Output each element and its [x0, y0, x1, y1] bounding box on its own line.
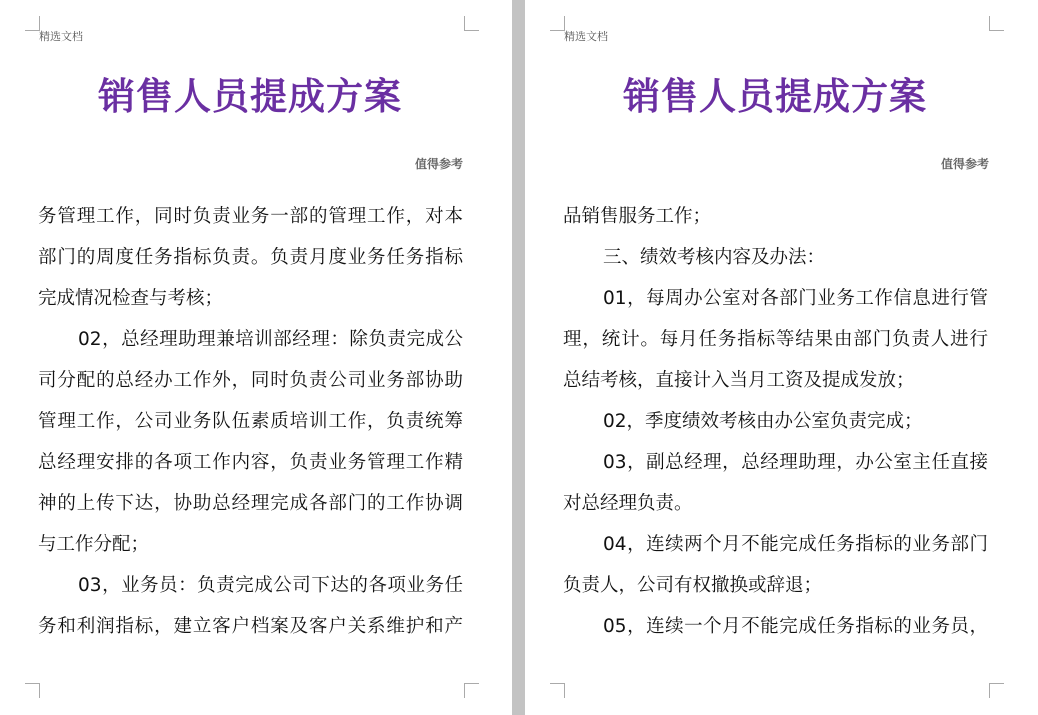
body-text-line: 总结考核，直接计入当月工资及提成发放； — [563, 370, 915, 391]
body-text-line: 03，业务员：负责完成公司下达的各项业务任 — [78, 575, 463, 596]
body-text-line: 务和利润指标，建立客户档案及客户关系维护和产 — [38, 616, 463, 637]
body-text-line: 三、绩效考核内容及办法： — [603, 247, 826, 268]
body-text-line: 完成情况检查与考核； — [38, 288, 224, 309]
document-title: 销售人员提成方案 — [98, 75, 402, 118]
body-text-line: 02，总经理助理兼培训部经理：除负责完成公 — [78, 329, 463, 350]
body-text-line: 部门的周度任务指标负责。负责月度业务任务指标 — [38, 247, 463, 268]
document-page-left — [0, 0, 512, 715]
body-text-line: 神的上传下达，协助总经理完成各部门的工作协调 — [38, 493, 463, 514]
margin-corner-mark — [989, 16, 1004, 31]
body-text-line: 司分配的总经办工作外，同时负责公司业务部协助 — [38, 370, 463, 391]
body-text-line: 02，季度绩效考核由办公室负责完成； — [603, 411, 923, 432]
reference-label: 值得参考 — [414, 157, 463, 171]
body-text-line: 03，副总经理，总经理助理，办公室主任直接 — [603, 452, 988, 473]
body-text-line: 管理工作，公司业务队伍素质培训工作，负责统筹 — [38, 411, 463, 432]
page-separator — [512, 0, 525, 715]
margin-corner-mark — [464, 16, 479, 31]
margin-corner-mark — [550, 16, 565, 31]
body-text-line: 01，每周办公室对各部门业务工作信息进行管 — [603, 288, 988, 309]
document-title: 销售人员提成方案 — [623, 75, 927, 118]
margin-corner-mark — [25, 683, 40, 698]
body-text-line: 务管理工作，同时负责业务一部的管理工作，对本 — [38, 206, 463, 227]
reference-label: 值得参考 — [940, 157, 989, 171]
body-text-line: 与工作分配； — [38, 534, 150, 555]
margin-corner-mark — [550, 683, 565, 698]
body-text-line: 04，连续两个月不能完成任务指标的业务部门 — [603, 534, 988, 555]
body-text-line: 负责人，公司有权撤换或辞退； — [563, 575, 823, 596]
body-text-line: 理，统计。每月任务指标等结果由部门负责人进行 — [563, 329, 988, 350]
margin-corner-mark — [989, 683, 1004, 698]
body-text-line: 对总经理负责。 — [563, 493, 693, 514]
page-header: 精选文档 — [564, 30, 608, 43]
body-text-line: 总经理安排的各项工作内容，负责业务管理工作精 — [38, 452, 463, 473]
margin-corner-mark — [464, 683, 479, 698]
margin-corner-mark — [25, 16, 40, 31]
page-header: 精选文档 — [39, 30, 83, 43]
body-text-line: 品销售服务工作； — [563, 206, 712, 227]
body-text-line: 05，连续一个月不能完成任务指标的业务员， — [603, 616, 988, 637]
document-page-right — [525, 0, 1038, 715]
